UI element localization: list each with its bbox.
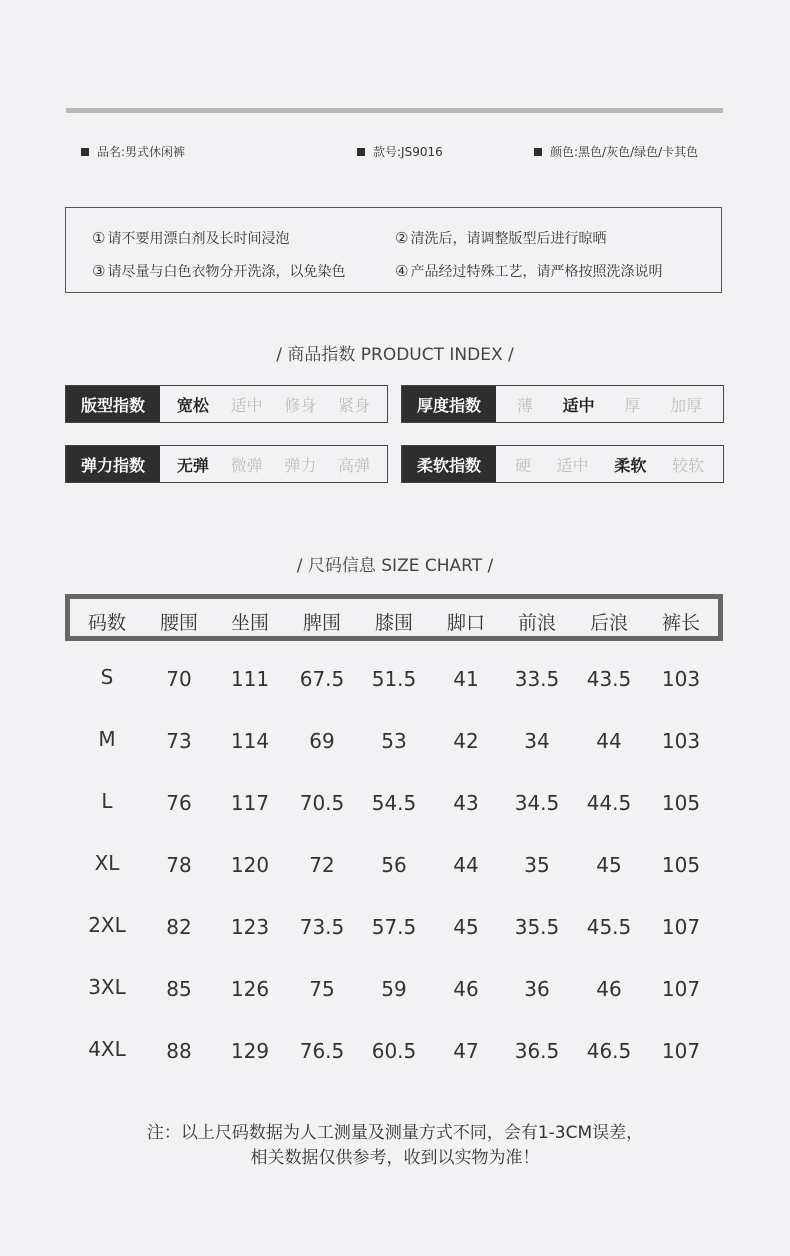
care-item-3 <box>92 261 345 281</box>
size-header-cell: 前浪 <box>517 612 556 634</box>
note-line-1: 注：以上尺码数据为人工测量及测量方式不同，会有1-3CM误差， <box>146 1123 644 1143</box>
size-value-cell: 105 <box>661 791 701 815</box>
care-text: 请不要用漂白剂及长时间浸泡 <box>107 231 290 247</box>
index-option-selected: 柔软 <box>614 455 647 475</box>
index-label: 厚度指数 <box>402 386 496 422</box>
size-label-cell: M <box>98 727 116 751</box>
size-header-cell: 后浪 <box>589 612 628 634</box>
size-value-cell: 70 <box>166 667 192 691</box>
size-value-cell: 85 <box>166 977 192 1001</box>
table-row <box>65 853 723 883</box>
size-label-cell: S <box>100 665 114 689</box>
index-option-selected: 宽松 <box>176 395 209 415</box>
index-options <box>496 453 723 476</box>
size-value-cell: 107 <box>661 915 701 939</box>
index-options <box>496 393 723 416</box>
size-value-cell: 73 <box>166 729 192 753</box>
size-value-cell: 46.5 <box>586 1039 632 1063</box>
index-row <box>401 445 724 483</box>
size-label-cell: XL <box>94 851 120 875</box>
size-value-cell: 76 <box>166 791 192 815</box>
product-model-text: 款号:JS9016 <box>373 145 443 159</box>
top-divider <box>66 108 723 113</box>
index-option: 薄 <box>516 395 533 415</box>
table-row <box>65 729 723 759</box>
index-row <box>65 385 388 423</box>
index-option: 微弹 <box>230 455 263 475</box>
size-value-cell: 56 <box>381 853 407 877</box>
care-number: ① <box>92 229 106 247</box>
index-option: 较软 <box>672 455 705 475</box>
size-value-cell: 44 <box>596 729 622 753</box>
index-option: 厚 <box>624 395 641 415</box>
bullet-square-icon <box>534 148 542 156</box>
index-label: 柔软指数 <box>402 446 496 482</box>
index-label: 版型指数 <box>66 386 160 422</box>
care-item-2 <box>395 228 606 248</box>
care-item-4 <box>395 261 662 281</box>
size-value-cell: 42 <box>453 729 479 753</box>
size-value-cell: 117 <box>230 791 270 815</box>
product-colors <box>534 143 698 160</box>
index-row <box>65 445 388 483</box>
care-number: ④ <box>395 262 409 280</box>
index-options <box>160 393 387 416</box>
size-value-cell: 114 <box>230 729 270 753</box>
index-option-selected: 无弹 <box>176 455 209 475</box>
size-header-cell: 膝围 <box>374 612 413 634</box>
care-text: 产品经过特殊工艺，请严格按照洗涤说明 <box>410 264 663 280</box>
size-label-cell: 4XL <box>88 1037 126 1061</box>
size-value-cell: 129 <box>230 1039 270 1063</box>
size-value-cell: 88 <box>166 1039 192 1063</box>
care-number: ③ <box>92 262 106 280</box>
size-value-cell: 72 <box>309 853 335 877</box>
size-value-cell: 76.5 <box>299 1039 345 1063</box>
index-option: 紧身 <box>338 395 371 415</box>
size-value-cell: 35.5 <box>514 915 560 939</box>
size-value-cell: 44.5 <box>586 791 632 815</box>
index-option: 弹力 <box>284 455 317 475</box>
size-header-cell: 裤长 <box>661 612 700 634</box>
index-option: 修身 <box>284 395 317 415</box>
size-value-cell: 46 <box>453 977 479 1001</box>
product-meta <box>0 143 790 161</box>
size-value-cell: 82 <box>166 915 192 939</box>
size-value-cell: 59 <box>381 977 407 1001</box>
size-chart-title: / 尺码信息 SIZE CHART / <box>296 556 494 576</box>
size-value-cell: 103 <box>661 729 701 753</box>
index-options <box>160 453 387 476</box>
size-value-cell: 43 <box>453 791 479 815</box>
size-value-cell: 123 <box>230 915 270 939</box>
size-header-cell: 坐围 <box>230 612 269 634</box>
size-header-cell: 腰围 <box>159 612 198 634</box>
size-value-cell: 41 <box>453 667 479 691</box>
product-name-text: 品名:男式休闲裤 <box>97 145 186 159</box>
size-value-cell: 107 <box>661 977 701 1001</box>
size-header-cell: 码数 <box>87 612 126 634</box>
bullet-square-icon <box>81 148 89 156</box>
size-label-cell: L <box>101 789 113 813</box>
size-value-cell: 54.5 <box>371 791 417 815</box>
index-label: 弹力指数 <box>66 446 160 482</box>
table-row <box>65 667 723 697</box>
size-value-cell: 78 <box>166 853 192 877</box>
size-value-cell: 120 <box>230 853 270 877</box>
size-value-cell: 45.5 <box>586 915 632 939</box>
product-index-title: / 商品指数 PRODUCT INDEX / <box>276 345 514 365</box>
note-line-2: 相关数据仅供参考，收到以实物为准！ <box>250 1148 540 1168</box>
care-instructions-box <box>65 207 722 293</box>
care-number: ② <box>395 229 409 247</box>
size-value-cell: 35 <box>524 853 550 877</box>
index-option: 硬 <box>514 455 531 475</box>
product-colors-text: 颜色:黑色/灰色/绿色/卡其色 <box>550 145 699 159</box>
size-value-cell: 36.5 <box>514 1039 560 1063</box>
size-value-cell: 111 <box>230 667 270 691</box>
size-value-cell: 53 <box>381 729 407 753</box>
care-text: 请尽量与白色衣物分开洗涤，以免染色 <box>107 264 346 280</box>
product-model <box>357 143 443 160</box>
table-row <box>65 791 723 821</box>
size-value-cell: 107 <box>661 1039 701 1063</box>
size-value-cell: 36 <box>524 977 550 1001</box>
size-value-cell: 69 <box>309 729 335 753</box>
table-row <box>65 1039 723 1069</box>
index-row <box>401 385 724 423</box>
size-value-cell: 33.5 <box>514 667 560 691</box>
index-option-selected: 适中 <box>562 395 595 415</box>
size-value-cell: 46 <box>596 977 622 1001</box>
size-label-cell: 2XL <box>88 913 126 937</box>
size-value-cell: 45 <box>596 853 622 877</box>
size-chart-header <box>65 594 723 641</box>
size-value-cell: 43.5 <box>586 667 632 691</box>
table-row <box>65 977 723 1007</box>
index-option: 适中 <box>556 455 589 475</box>
size-value-cell: 57.5 <box>371 915 417 939</box>
product-name <box>81 143 185 160</box>
size-label-cell: 3XL <box>88 975 126 999</box>
size-header-cell: 脚口 <box>446 612 485 634</box>
table-row <box>65 915 723 945</box>
care-item-1 <box>92 228 289 248</box>
size-value-cell: 67.5 <box>299 667 345 691</box>
size-value-cell: 103 <box>661 667 701 691</box>
bullet-square-icon <box>357 148 365 156</box>
size-header-cell: 脾围 <box>302 612 341 634</box>
size-value-cell: 75 <box>309 977 335 1001</box>
index-option: 高弹 <box>338 455 371 475</box>
size-value-cell: 70.5 <box>299 791 345 815</box>
care-text: 清洗后，请调整版型后进行晾晒 <box>410 231 607 247</box>
size-value-cell: 34.5 <box>514 791 560 815</box>
size-value-cell: 44 <box>453 853 479 877</box>
size-value-cell: 51.5 <box>371 667 417 691</box>
index-option: 适中 <box>230 395 263 415</box>
size-value-cell: 60.5 <box>371 1039 417 1063</box>
size-value-cell: 126 <box>230 977 270 1001</box>
index-option: 加厚 <box>670 395 703 415</box>
size-value-cell: 45 <box>453 915 479 939</box>
size-value-cell: 105 <box>661 853 701 877</box>
size-value-cell: 47 <box>453 1039 479 1063</box>
size-value-cell: 34 <box>524 729 550 753</box>
size-value-cell: 73.5 <box>299 915 345 939</box>
